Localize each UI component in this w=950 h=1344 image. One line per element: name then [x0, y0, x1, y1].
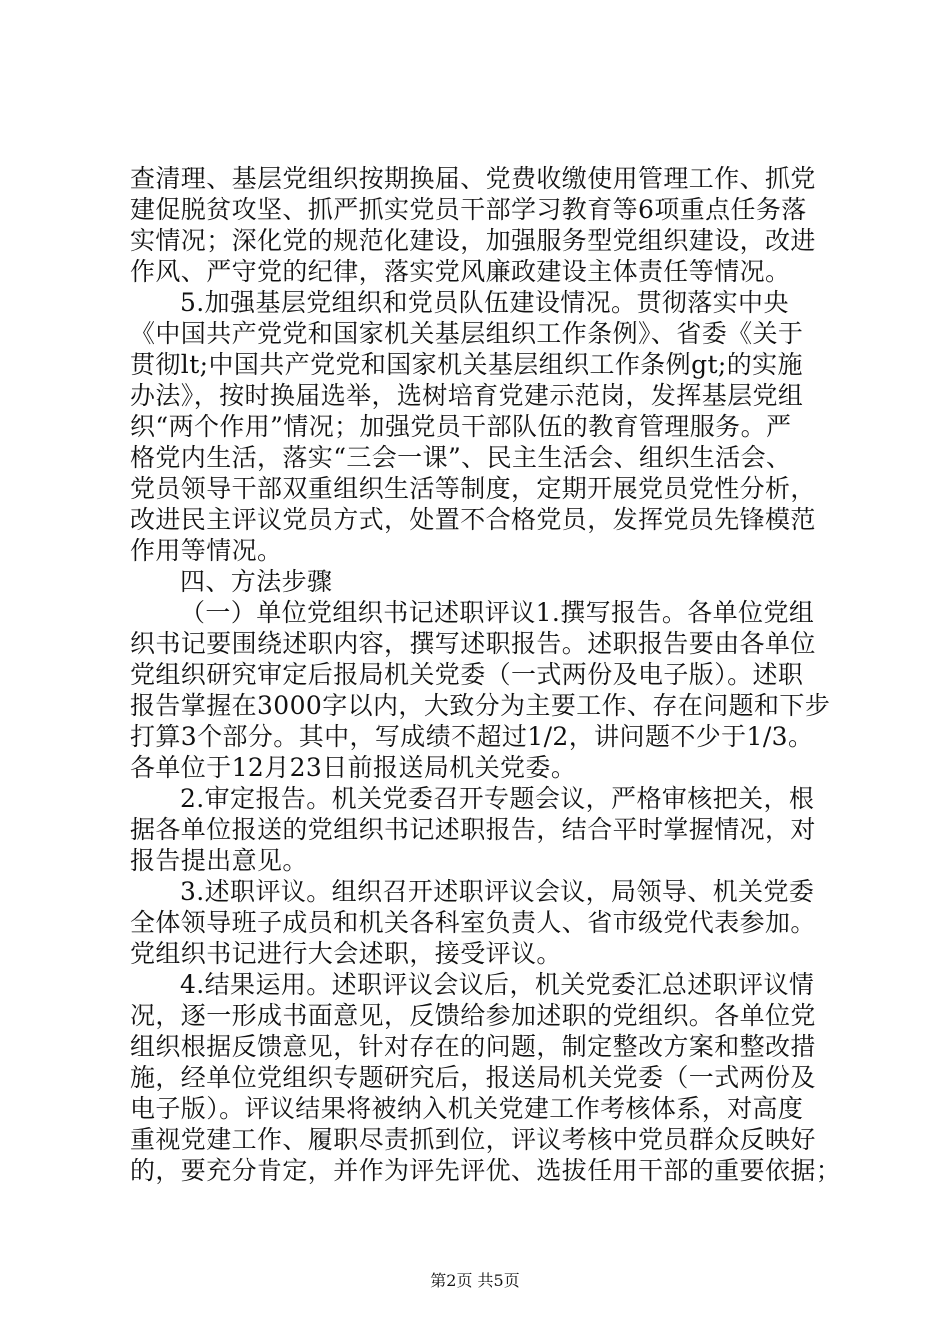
text-line: 办法》，按时换届选举，选树培育党建示范岗，发挥基层党组 [130, 381, 804, 410]
text-line: 织“两个作用”情况；加强党员干部队伍的教育管理服务。严 [130, 412, 792, 441]
text-line: 实情况；深化党的规范化建设，加强服务型党组织建设，改进 [130, 226, 816, 255]
text-line: 况，逐一形成书面意见，反馈给参加述职的党组织。各单位党 [130, 1001, 816, 1030]
text-line: 贯彻lt;中国共产党党和国家机关基层组织工作条例gt;的实施 [130, 350, 803, 379]
text-line: 重视党建工作、履职尽责抓到位，评议考核中党员群众反映好 [130, 1125, 816, 1154]
section-heading: 四、方法步骤 [180, 567, 333, 596]
text-line: 3.述职评议。组织召开述职评议会议，局领导、机关党委 [180, 877, 815, 906]
text-line: 党组织书记进行大会述职，接受评议。 [130, 939, 562, 968]
text-line: 织书记要围绕述职内容，撰写述职报告。述职报告要由各单位 [130, 629, 816, 658]
text-line: 施，经单位党组织专题研究后，报送局机关党委（一式两份及 [130, 1063, 816, 1092]
text-line: 打算3个部分。其中，写成绩不超过1/2，讲问题不少于1/3。 [130, 722, 814, 751]
text-line: 全体领导班子成员和机关各科室负责人、省市级党代表参加。 [130, 908, 816, 937]
text-line: 查清理、基层党组织按期换届、党费收缴使用管理工作、抓党 [130, 164, 816, 193]
text-line: （一）单位党组织书记述职评议1.撰写报告。各单位党组 [180, 598, 815, 627]
text-line: 报告掌握在3000字以内，大致分为主要工作、存在问题和下步 [130, 691, 831, 720]
text-line: 党组织研究审定后报局机关党委（一式两份及电子版）。述职 [130, 660, 804, 689]
text-line: 《中国共产党党和国家机关基层组织工作条例》、省委《关于 [130, 319, 804, 348]
text-line: 4.结果运用。述职评议会议后，机关党委汇总述职评议情 [180, 970, 815, 999]
text-line: 党员领导干部双重组织生活等制度，定期开展党员党性分析， [130, 474, 816, 503]
text-line: 组织根据反馈意见，针对存在的问题，制定整改方案和整改措 [130, 1032, 816, 1061]
text-line: 建促脱贫攻坚、抓严抓实党员干部学习教育等6项重点任务落 [130, 195, 807, 224]
text-line: 据各单位报送的党组织书记述职报告，结合平时掌握情况，对 [130, 815, 816, 844]
text-line: 改进民主评议党员方式，处置不合格党员，发挥党员先锋模范 [130, 505, 816, 534]
text-line: 作风、严守党的纪律，落实党风廉政建设主体责任等情况。 [130, 257, 791, 286]
text-line: 电子版）。评议结果将被纳入机关党建工作考核体系，对高度 [130, 1094, 804, 1123]
text-line: 5.加强基层党组织和党员队伍建设情况。贯彻落实中央 [180, 288, 789, 317]
text-line: 2.审定报告。机关党委召开专题会议，严格审核把关，根 [180, 784, 815, 813]
page-number: 第2页 共5页 [430, 1271, 520, 1290]
document-body [130, 163, 842, 1186]
text-line: 格党内生活，落实“三会一课”、民主生活会、组织生活会、 [130, 443, 792, 472]
text-line: 报告提出意见。 [130, 846, 308, 875]
text-line: 各单位于12月23日前报送局机关党委。 [130, 753, 577, 782]
text-line: 作用等情况。 [130, 536, 283, 565]
text-line: 的，要充分肯定，并作为评先评优、选拔任用干部的重要依据； [130, 1156, 842, 1185]
